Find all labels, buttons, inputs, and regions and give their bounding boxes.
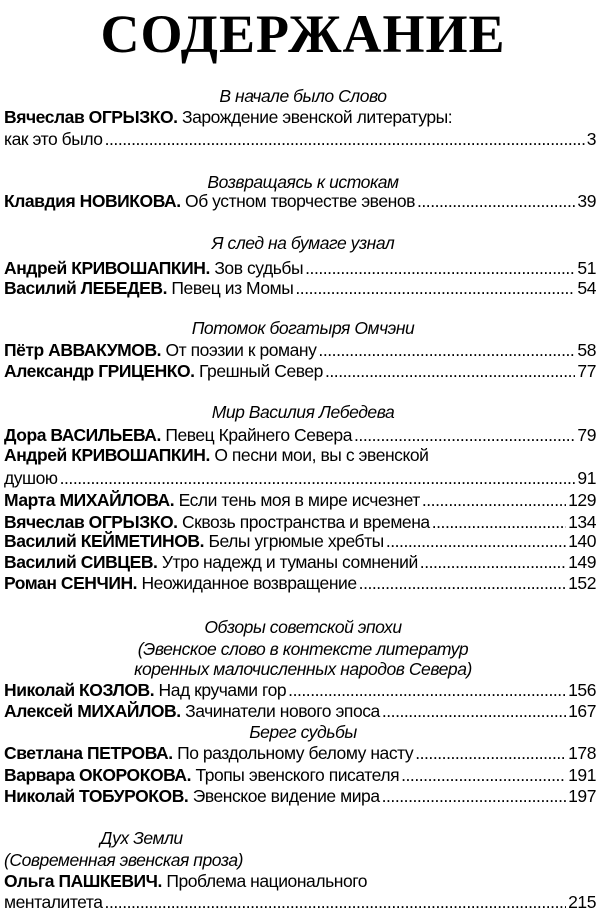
section-heading: Я след на бумаге узнал bbox=[211, 233, 395, 253]
entry-page-number: 167 bbox=[568, 701, 596, 721]
dot-leader bbox=[420, 551, 566, 573]
entry-author: Николай ТОБУРОКОВ. bbox=[4, 786, 189, 806]
entry-title: Утро надежд и туманы сомнений bbox=[161, 552, 418, 572]
entry-page-number: 215 bbox=[568, 892, 596, 912]
entry-author: Марта МИХАЙЛОВА. bbox=[4, 490, 175, 510]
toc-entry[interactable] bbox=[4, 424, 596, 446]
toc-entry[interactable] bbox=[4, 277, 596, 299]
dot-leader bbox=[422, 489, 566, 511]
entry-page-number: 178 bbox=[568, 743, 596, 763]
toc-entry[interactable] bbox=[4, 891, 596, 913]
dot-leader bbox=[417, 190, 575, 212]
dot-leader bbox=[60, 467, 576, 489]
entry-title: Тропы эвенского писателя bbox=[195, 765, 400, 785]
entry-author: Роман СЕНЧИН. bbox=[4, 573, 138, 593]
page-title: СОДЕРЖАНИЕ bbox=[100, 4, 506, 64]
entry-title: Грешный Север bbox=[199, 361, 323, 381]
section-heading: коренных малочисленных народов Севера) bbox=[134, 659, 472, 679]
entry-page-number: 91 bbox=[577, 468, 596, 488]
toc-entry[interactable] bbox=[4, 467, 596, 489]
dot-leader bbox=[288, 679, 566, 701]
toc-entry[interactable] bbox=[4, 339, 596, 361]
dot-leader bbox=[295, 277, 575, 299]
toc-entry[interactable] bbox=[4, 700, 596, 722]
entry-author: Вячеслав ОГРЫЗКО. bbox=[4, 512, 178, 532]
dot-leader bbox=[318, 339, 575, 361]
dot-leader bbox=[325, 360, 575, 382]
entry-page-number: 134 bbox=[568, 512, 596, 532]
entry-page-number: 149 bbox=[568, 552, 596, 572]
entry-author: Василий СИВЦЕВ. bbox=[4, 552, 158, 572]
section-heading: Берег судьбы bbox=[249, 722, 357, 742]
toc-entry[interactable] bbox=[4, 572, 596, 594]
toc-entry[interactable] bbox=[4, 551, 596, 573]
entry-title: Об устном творчестве эвенов bbox=[185, 191, 415, 211]
section-heading: Мир Василия Лебедева bbox=[211, 402, 395, 422]
entry-title: душою bbox=[4, 468, 58, 488]
entry-author: Вячеслав ОГРЫЗКО. bbox=[4, 107, 178, 127]
entry-author: Пётр АВВАКУМОВ. bbox=[4, 340, 162, 360]
entry-title: Белы угрюмые хребты bbox=[208, 531, 384, 551]
toc-entry[interactable] bbox=[4, 257, 596, 279]
entry-title: Зачинатели нового эпоса bbox=[185, 701, 380, 721]
dot-leader bbox=[382, 700, 566, 722]
entry-author: Алексей МИХАЙЛОВ. bbox=[4, 701, 181, 721]
entry-page-number: 197 bbox=[568, 786, 596, 806]
entry-title: Эвенское видение мира bbox=[192, 786, 380, 806]
entry-title: От поэзии к роману bbox=[165, 340, 317, 360]
entry-page-number: 58 bbox=[577, 340, 596, 360]
toc-entry[interactable] bbox=[4, 489, 596, 511]
toc-entry[interactable] bbox=[4, 742, 596, 764]
dot-leader bbox=[386, 530, 566, 552]
section-heading: (Эвенское слово в контексте литератур bbox=[137, 639, 469, 659]
dot-leader bbox=[305, 257, 575, 279]
entry-page-number: 39 bbox=[577, 191, 596, 211]
dot-leader bbox=[415, 742, 566, 764]
entry-title: По раздольному белому насту bbox=[177, 743, 414, 763]
toc-entry[interactable] bbox=[4, 444, 596, 466]
entry-page-number: 79 bbox=[577, 425, 596, 445]
entry-author: Клавдия НОВИКОВА. bbox=[4, 191, 181, 211]
dot-leader bbox=[382, 785, 567, 807]
section-heading: Дух Земли bbox=[100, 828, 183, 848]
entry-author: Александр ГРИЦЕНКО. bbox=[4, 361, 195, 381]
toc-entry[interactable] bbox=[4, 679, 596, 701]
dot-leader bbox=[359, 572, 566, 594]
entry-page-number: 140 bbox=[568, 531, 596, 551]
section-heading: Потомок богатыря Омчэни bbox=[191, 318, 415, 338]
section-heading: Возвращаясь к истокам bbox=[207, 172, 399, 192]
dot-leader bbox=[401, 764, 566, 786]
entry-title: О песни мои, вы с эвенской bbox=[214, 445, 429, 465]
toc-entry[interactable] bbox=[4, 785, 596, 807]
dot-leader bbox=[105, 891, 567, 913]
toc-entry[interactable] bbox=[4, 190, 596, 212]
entry-title: Над кручами гор bbox=[158, 680, 287, 700]
dot-leader bbox=[354, 424, 575, 446]
entry-author: Андрей КРИВОШАПКИН. bbox=[4, 258, 210, 278]
entry-page-number: 191 bbox=[568, 765, 596, 785]
section-heading: Обзоры советской эпохи bbox=[204, 617, 402, 637]
toc-entry[interactable] bbox=[4, 128, 596, 150]
entry-page-number: 129 bbox=[568, 490, 596, 510]
section-heading: (Современная эвенская проза) bbox=[4, 850, 244, 870]
entry-page-number: 77 bbox=[577, 361, 596, 381]
entry-page-number: 54 bbox=[577, 278, 596, 298]
entry-page-number: 152 bbox=[568, 573, 596, 593]
toc-entry[interactable] bbox=[4, 106, 596, 128]
entry-title: Певец Крайнего Севера bbox=[165, 425, 352, 445]
entry-page-number: 51 bbox=[577, 258, 596, 278]
entry-page-number: 156 bbox=[568, 680, 596, 700]
entry-title: Проблема национального bbox=[166, 871, 368, 891]
entry-title: Зов судьбы bbox=[214, 258, 304, 278]
toc-entry[interactable] bbox=[4, 530, 596, 552]
entry-title: Сквозь пространства и времена bbox=[181, 512, 430, 532]
entry-title: Если тень моя в мире исчезнет bbox=[178, 490, 420, 510]
toc-entry[interactable] bbox=[4, 764, 596, 786]
entry-author: Василий КЕЙМЕТИНОВ. bbox=[4, 531, 205, 551]
toc-entry[interactable] bbox=[4, 360, 596, 382]
entry-author: Василий ЛЕБЕДЕВ. bbox=[4, 278, 167, 298]
section-heading: В начале было Слово bbox=[219, 86, 387, 106]
entry-title: Неожиданное возвращение bbox=[141, 573, 357, 593]
entry-title: менталитета bbox=[4, 892, 103, 912]
dot-leader bbox=[105, 128, 585, 150]
entry-author: Светлана ПЕТРОВА. bbox=[4, 743, 173, 763]
entry-title: Зарождение эвенской литературы: bbox=[181, 107, 453, 127]
entry-author: Варвара ОКОРОКОВА. bbox=[4, 765, 192, 785]
entry-title: как это было bbox=[4, 129, 103, 149]
entry-author: Андрей КРИВОШАПКИН. bbox=[4, 445, 210, 465]
entry-title: Певец из Момы bbox=[171, 278, 294, 298]
entry-author: Николай КОЗЛОВ. bbox=[4, 680, 155, 700]
entry-page-number: 3 bbox=[586, 129, 596, 149]
entry-author: Ольга ПАШКЕВИЧ. bbox=[4, 871, 162, 891]
toc-entry[interactable] bbox=[4, 870, 596, 892]
entry-author: Дора ВАСИЛЬЕВА. bbox=[4, 425, 161, 445]
